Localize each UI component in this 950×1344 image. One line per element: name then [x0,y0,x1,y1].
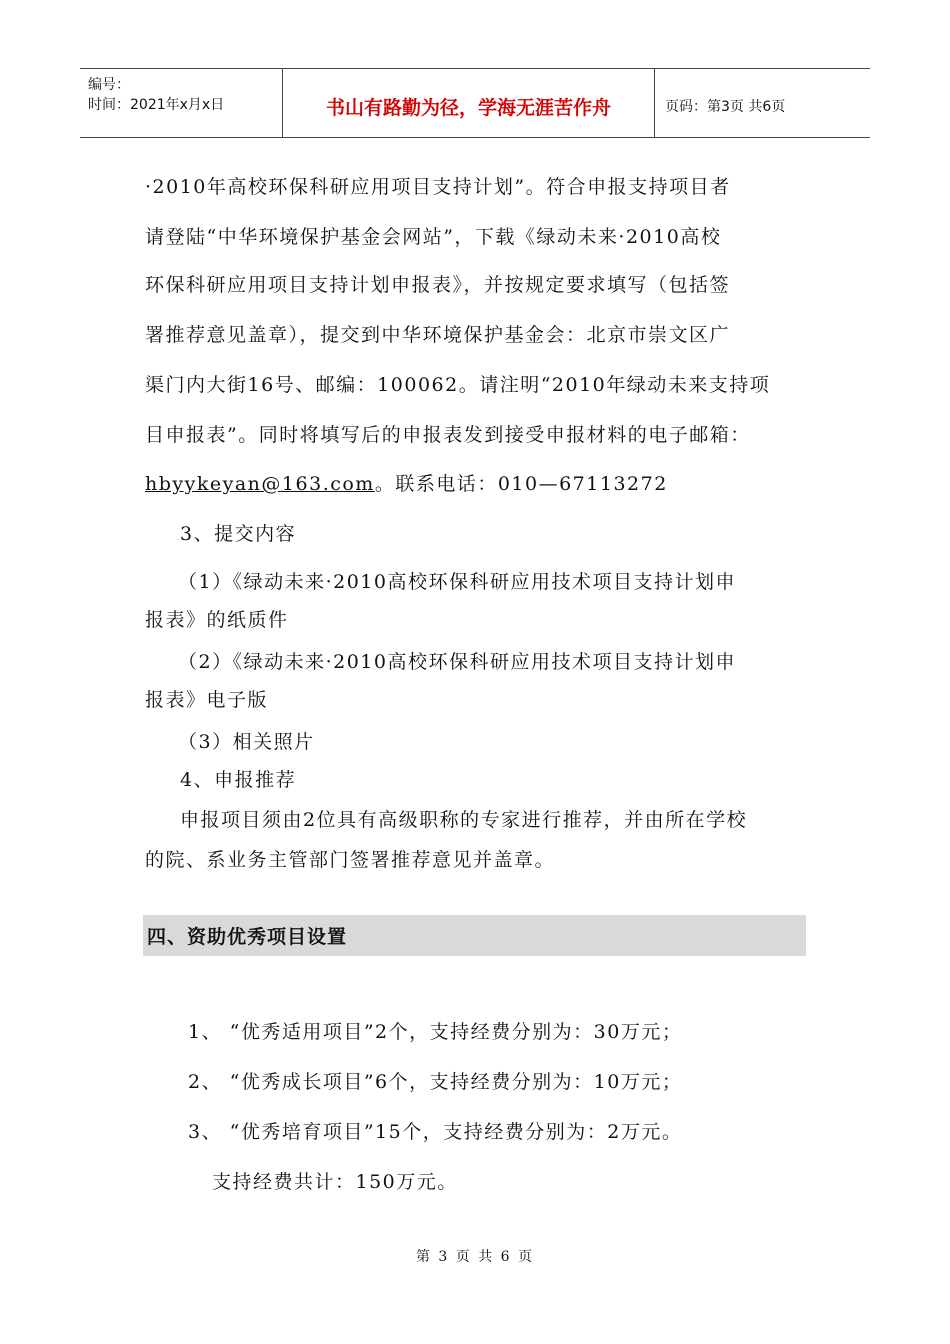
item3-1-line: 报表》的纸质件 [145,609,289,631]
award-total: 支持经费共计：150万元。 [212,1171,458,1193]
page-header [80,68,870,138]
item3-2-line: （2）《绿动未来·2010高校环保科研应用技术项目支持计划申 [178,651,736,673]
page-footer: 第 3 页 共 6 页 [415,1249,535,1265]
body-line: 渠门内大街16号、邮编：100062。请注明“2010年绿动未来支持项 [145,374,771,396]
section-heading-bar [143,915,806,956]
document-number-label: 编号： [88,77,130,93]
document-date-label: 时间：2021年x月x日 [88,97,225,113]
contact-phone: 。联系电话：010—67113272 [374,473,668,495]
body-line: 环保科研应用项目支持计划申报表》，并按规定要求填写（包括签 [145,274,731,296]
award-item: 2、 “优秀成长项目”6个，支持经费分别为：10万元； [188,1071,683,1093]
item3-2-line: 报表》电子版 [145,689,269,711]
item4-title: 4、申报推荐 [180,769,297,791]
award-item: 3、 “优秀培育项目”15个，支持经费分别为：2万元。 [188,1121,683,1143]
header-page-number: 页码：第3页 共6页 [665,99,786,115]
header-motto: 书山有路勤为径，学海无涯苦作舟 [282,69,655,137]
section-heading: 四、资助优秀项目设置 [147,926,348,948]
header-meta [80,69,282,137]
contact-line [145,472,668,496]
item4-line: 申报项目须由2位具有高级职称的专家进行推荐，并由所在学校 [180,809,748,831]
item3-3-line: （3）相关照片 [178,731,315,753]
item4-line: 的院、系业务主管部门签署推荐意见并盖章。 [145,849,556,871]
body-line: 请登陆“中华环境保护基金会网站”，下载《绿动未来·2010高校 [145,226,722,248]
item3-title: 3、提交内容 [180,523,297,545]
body-line: 目申报表”。同时将填写后的申报表发到接受申报材料的电子邮箱： [145,424,751,446]
email-link[interactable]: hbyykeyan@163.com [145,473,375,495]
item3-1-line: （1）《绿动未来·2010高校环保科研应用技术项目支持计划申 [178,571,736,593]
body-line: ·2010年高校环保科研应用项目支持计划”。符合申报支持项目者 [145,176,731,198]
body-line: 署推荐意见盖章），提交到中华环境保护基金会：北京市崇文区广 [145,324,731,346]
award-item: 1、 “优秀适用项目”2个，支持经费分别为：30万元； [188,1021,683,1043]
